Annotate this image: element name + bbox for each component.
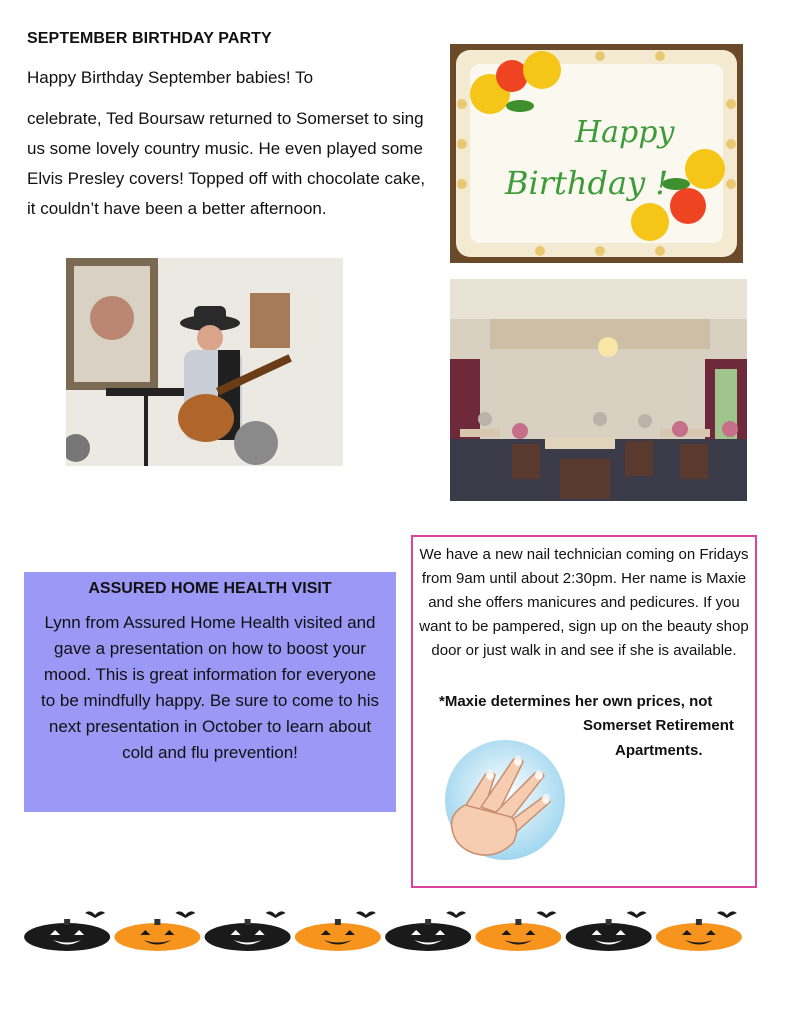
health-visit-box [24,572,396,812]
bat-icon [446,911,466,918]
black-pumpkin-icon [566,919,652,951]
birthday-body: celebrate, Ted Boursaw returned to Somerset to sing us some lovely country music. He even played some Elvis Presley covers! Topped off with chocolate cake, it couldn’t have been a better afternoon. [27,109,426,218]
bat-icon [627,911,647,918]
birthday-cake-photo [450,44,743,263]
nail-price-note-line-3: Apartments. [615,742,703,759]
cake-text-birthday: Birthday ! [505,164,669,202]
bat-icon [356,911,376,918]
orange-pumpkin-icon [295,919,381,951]
pumpkin-border [22,905,744,955]
bat-icon [536,911,556,918]
dining-room-photo [450,279,747,501]
manicured-hand-icon [443,735,568,865]
nail-technician-body: We have a new nail technician coming on Fridays from 9am until about 2:30pm. Her name is Maxie and she offers manicures and pedicures. If you want to be pampered, sign up on the beauty shop door or just walk in and see if she is available. [419,546,749,659]
nail-technician-box [411,535,757,888]
orange-pumpkin-icon [475,919,561,951]
orange-pumpkin-icon [114,919,200,951]
black-pumpkin-icon [205,919,291,951]
black-pumpkin-icon [24,919,110,951]
pumpkin-border-art [22,905,744,955]
bat-icon [717,911,737,918]
health-visit-title: ASSURED HOME HEALTH VISIT [88,580,332,597]
birthday-intro: Happy Birthday September babies! To [27,68,314,87]
health-visit-body: Lynn from Assured Home Health visited and gave a presentation on how to boost your mood. This is great information for everyone to be mindfully happy. Be sure to come to his next presentation in October to learn about cold and flu prevention! [41,613,379,762]
bat-icon [266,911,286,918]
orange-pumpkin-icon [656,919,742,951]
nail-price-note-line-1: *Maxie determines her own prices, not [439,693,713,710]
singer-photo [66,258,343,466]
black-pumpkin-icon [385,919,471,951]
birthday-title: SEPTEMBER BIRTHDAY PARTY [27,30,272,47]
bat-icon [85,911,105,918]
cake-text-happy: Happy [575,115,675,150]
nail-price-note-line-2: Somerset Retirement [583,717,734,734]
bat-icon [175,911,195,918]
